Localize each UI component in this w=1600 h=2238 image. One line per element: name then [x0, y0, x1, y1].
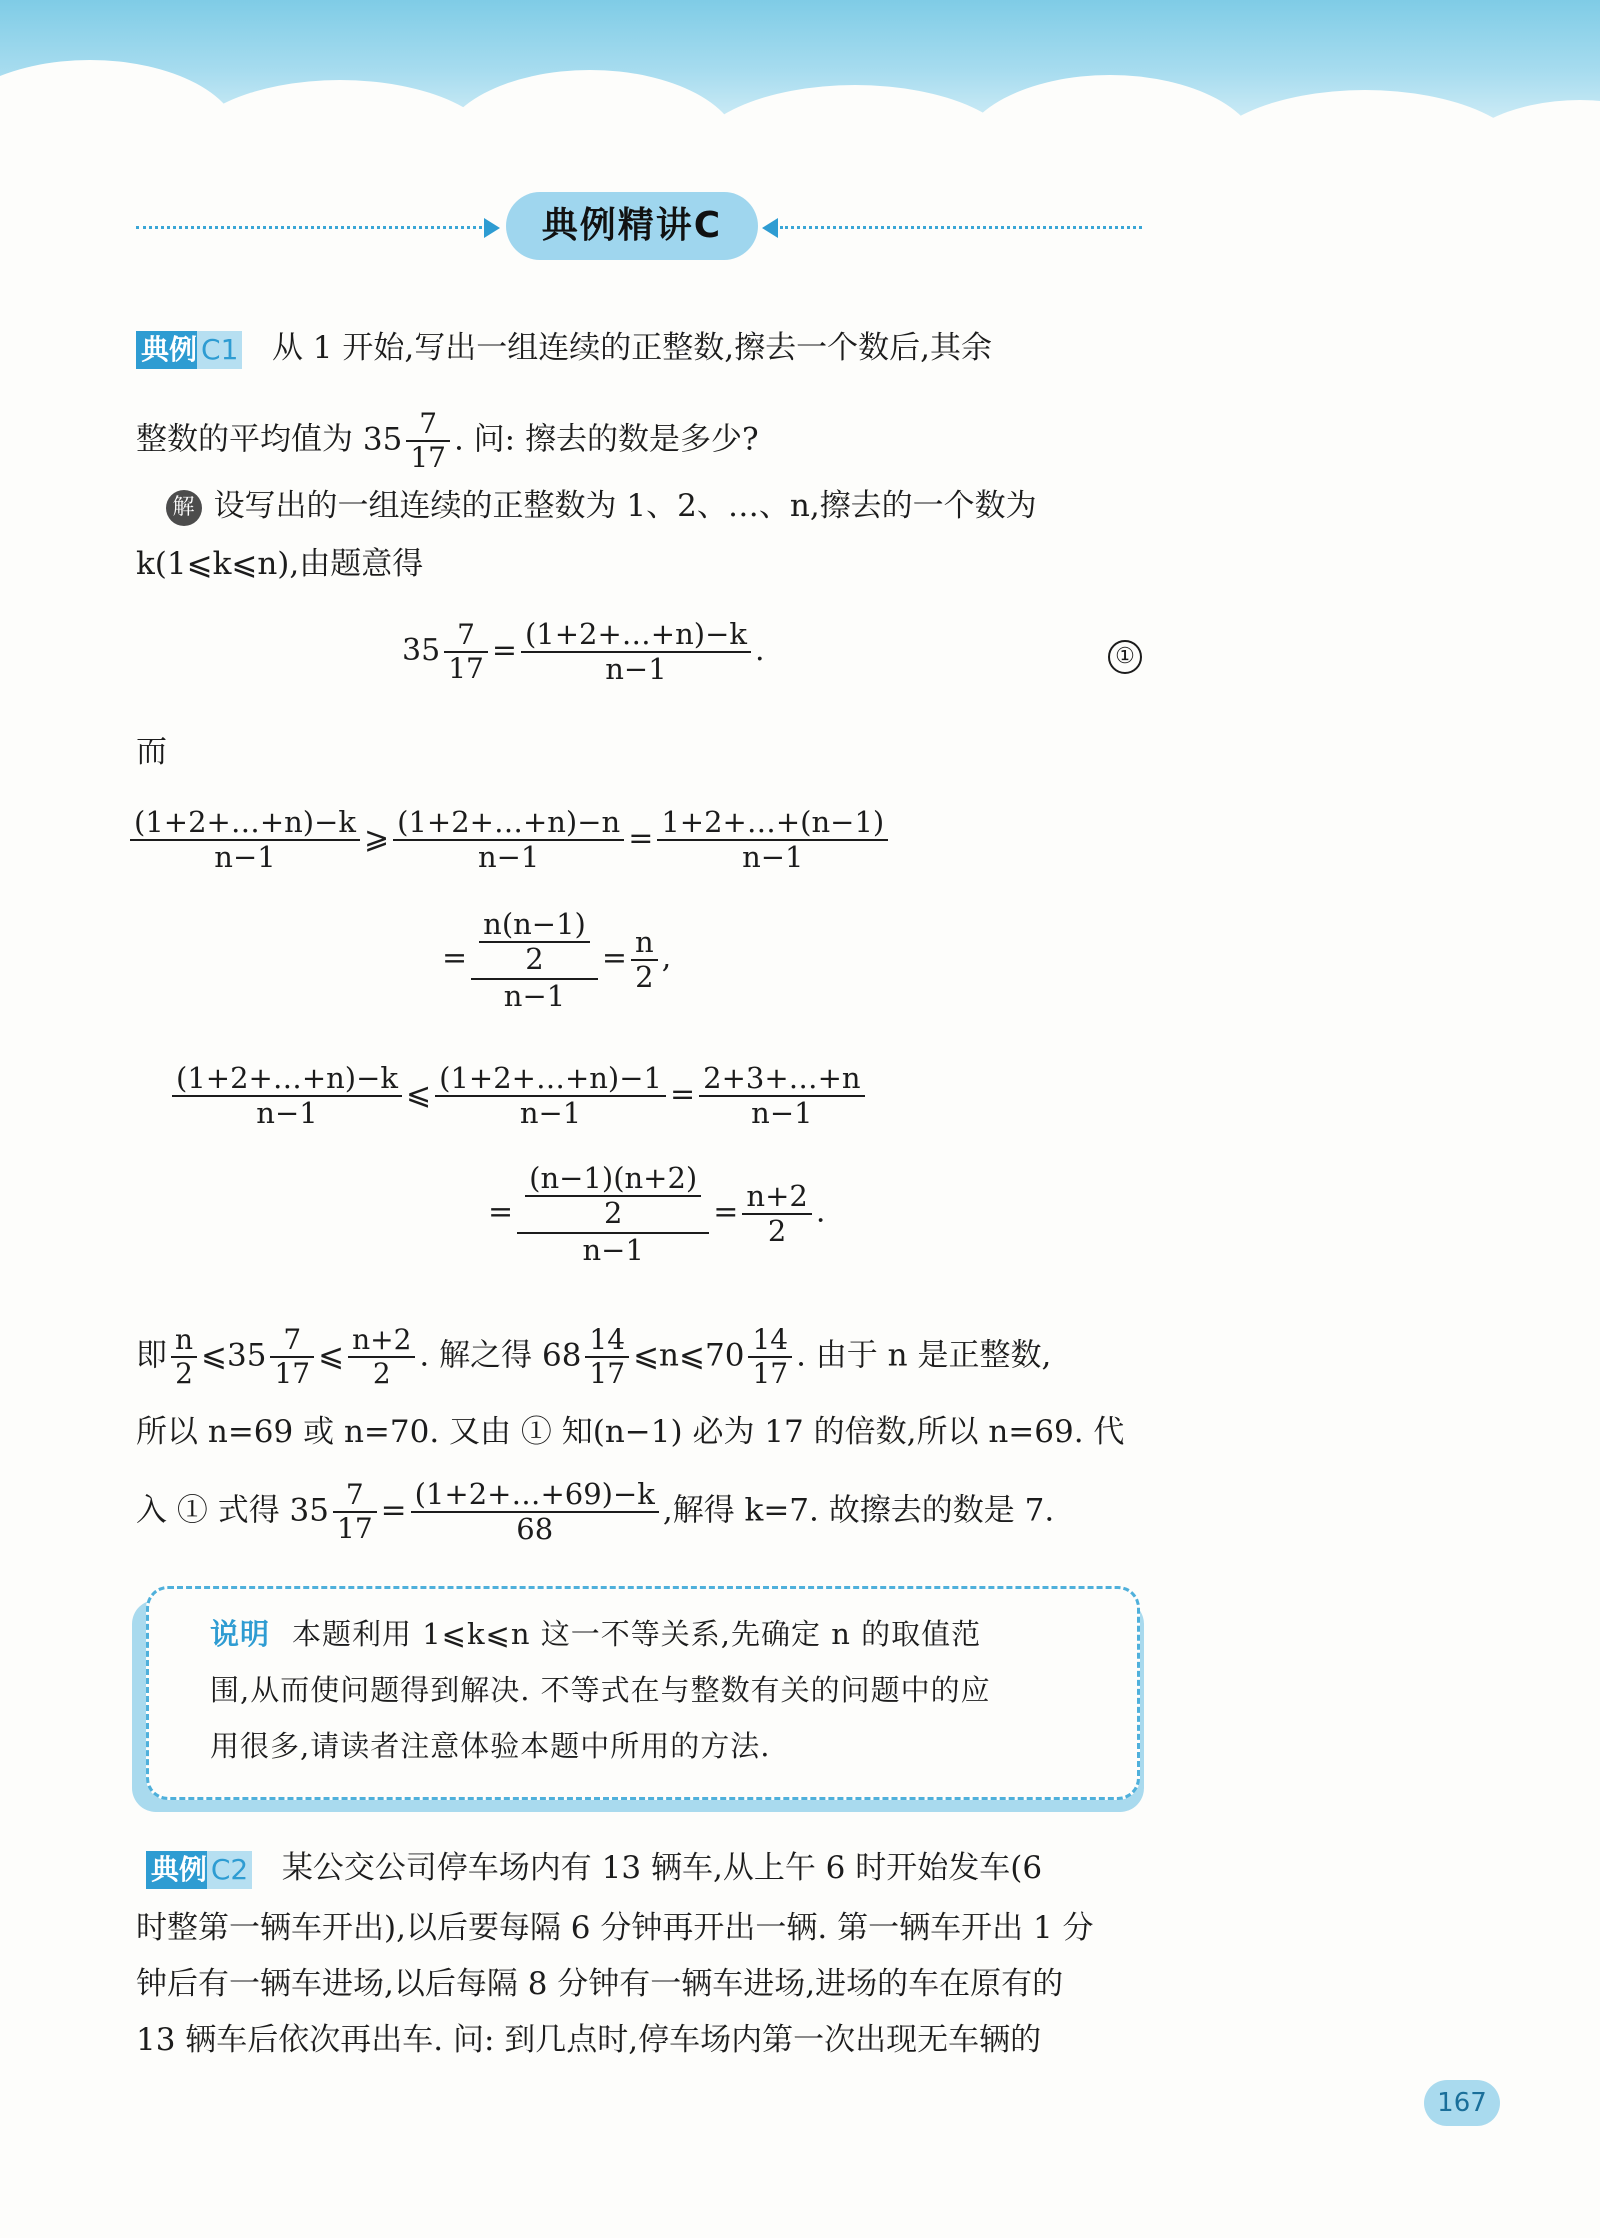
- example-tag-c2: 典例 C2: [146, 1851, 252, 1889]
- note-line-2: 围,从而使问题得到解决. 不等式在与整数有关的问题中的应: [210, 1673, 991, 1707]
- title-dotted-line-left: [136, 226, 482, 229]
- conclusion-line-2: 所以 n=69 或 n=70. 又由 ① 知(n−1) 必为 17 的倍数,所以 n=69. 代: [136, 1414, 1125, 1450]
- equation-1-label: ①: [1108, 640, 1142, 674]
- inequality-1: $\frac{(1+2+\dots+n)-k}{n-1}$ ⩾ $\frac{(1+2+\dots+n)-n}{n-1}$ = $\frac{1+2+\dots+(n-1)}{n-1}$: [126, 806, 892, 874]
- inequality-2-step: = $\frac{\frac{(n-1)(n+2)}{2}}{n-1}$ = $\frac{n+2}{2}$ .: [488, 1161, 826, 1267]
- title-dotted-line-right: [780, 226, 1142, 229]
- inequality-2: $\frac{(1+2+\dots+n)-k}{n-1}$ ⩽ $\frac{(1+2+\dots+n)-1}{n-1}$ = $\frac{2+3+\dots+n}{n-1}$: [168, 1062, 869, 1130]
- solution-line-2: k(1⩽k⩽n),由题意得: [136, 546, 424, 582]
- note-line-3: 用很多,请读者注意体验本题中所用的方法.: [210, 1729, 771, 1763]
- example-c2-line-2: 时整第一辆车开出),以后要每隔 6 分钟再开出一辆. 第一辆车开出 1 分: [136, 1910, 1094, 1946]
- inequality-1-step: = $\frac{\frac{n(n-1)}{2}}{n-1}$ = $\frac{n}{2}$ ,: [442, 907, 672, 1013]
- example-tag-c1: 典例 C1: [136, 331, 242, 369]
- example-c2-line-1: 典例 C2 某公交公司停车场内有 13 辆车,从上午 6 时开始发车(6: [136, 1846, 1042, 1890]
- example-c1-line-2: 整数的平均值为 35 $\frac{7}{17}$ . 问: 擦去的数是多少?: [136, 407, 759, 474]
- note-label: 说明: [210, 1617, 271, 1651]
- conclusion-line-3: 入 ① 式得 35 $\frac{7}{17}$ = $\frac{(1+2+\dots+69)-k}{68}$ ,解得 k=7. 故擦去的数是 7.: [136, 1477, 1055, 1546]
- conclusion-line-1: 即 $\frac{n}{2}$ ⩽35 $\frac{7}{17}$ ⩽ $\frac{n+2}{2}$ . 解之得 68 $\frac{14}{17}$ ⩽n⩽70 $\frac{14}{17}$ . 由于 n 是正整数,: [136, 1323, 1052, 1390]
- solution-line-1: 解 设写出的一组连续的正整数为 1、2、…、n,擦去的一个数为: [136, 484, 1037, 528]
- example-c2-line-3: 钟后有一辆车进场,以后每隔 8 分钟有一辆车进场,进场的车在原有的: [136, 1966, 1064, 2002]
- text-er: 而: [136, 734, 167, 770]
- note-line-1: 说明 本题利用 1⩽k⩽n 这一不等关系,先确定 n 的取值范: [210, 1617, 982, 1651]
- equation-1: 35 $\frac{7}{17}$ = $\frac{(1+2+\dots+n)-k}{n-1}$ .: [402, 617, 765, 686]
- arrow-left-icon: [762, 218, 778, 238]
- solution-badge: 解: [166, 490, 202, 526]
- example-c1-line-1: 典例 C1 从 1 开始,写出一组连续的正整数,擦去一个数后,其余: [136, 326, 992, 370]
- example-c2-line-4: 13 辆车后依次再出车. 问: 到几点时,停车场内第一次出现无车辆的: [136, 2022, 1042, 2058]
- arrow-right-icon: [484, 218, 500, 238]
- section-title: 典例精讲C: [506, 192, 758, 260]
- page-number: 167: [1424, 2080, 1500, 2126]
